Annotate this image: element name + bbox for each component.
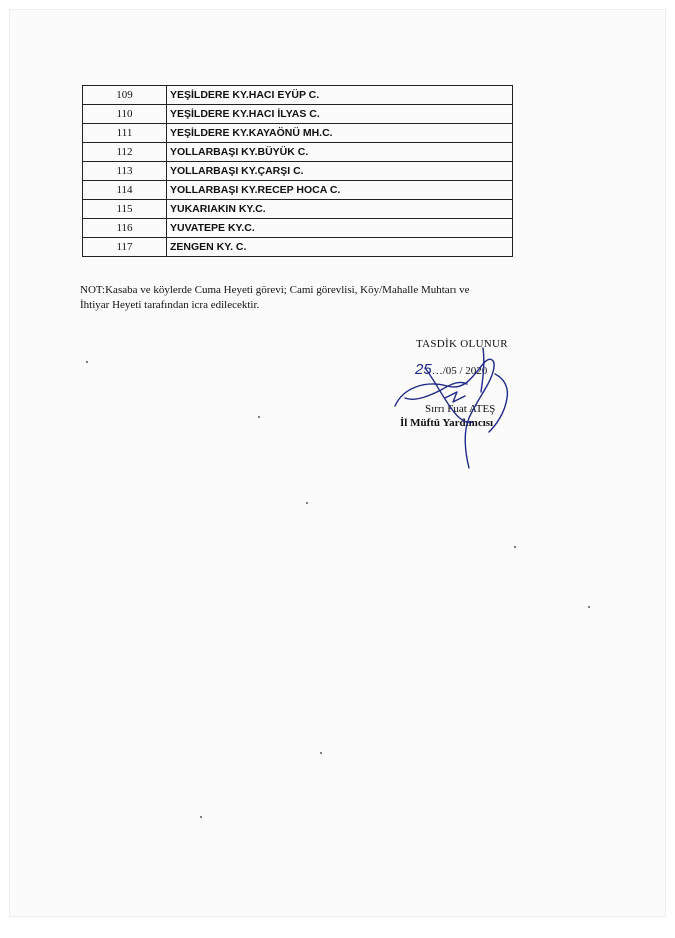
row-number: 117 — [83, 238, 167, 257]
table-row — [83, 143, 513, 162]
scan-speck — [258, 416, 260, 418]
table-row — [83, 181, 513, 200]
table-row — [83, 238, 513, 257]
table-row — [83, 162, 513, 181]
table-row — [83, 105, 513, 124]
scan-speck — [86, 361, 88, 363]
row-number: 114 — [83, 181, 167, 200]
note-line-2: İhtiyar Heyeti tarafından icra edilecektir. — [80, 299, 260, 311]
table-row — [83, 124, 513, 143]
row-mosque-name: YEŞİLDERE KY.HACI EYÜP C. — [167, 86, 513, 105]
approval-date-day: 25 — [415, 361, 432, 378]
row-mosque-name: YUKARIAKIN KY.C. — [167, 200, 513, 219]
approval-title: TASDİK OLUNUR — [416, 338, 508, 350]
row-mosque-name: ZENGEN KY. C. — [167, 238, 513, 257]
note-line-1: NOT:Kasaba ve köylerde Cuma Heyeti görevi; Cami görevlisi, Köy/Mahalle Muhtarı ve — [80, 284, 470, 296]
note-text — [80, 283, 510, 313]
row-number: 109 — [83, 86, 167, 105]
row-mosque-name: YOLLARBAŞI KY.RECEP HOCA C. — [167, 181, 513, 200]
scan-speck — [306, 502, 308, 504]
row-mosque-name: YOLLARBAŞI KY.BÜYÜK C. — [167, 143, 513, 162]
document-page — [10, 10, 665, 916]
table-row — [83, 200, 513, 219]
row-mosque-name: YUVATEPE KY.C. — [167, 219, 513, 238]
scan-speck — [514, 546, 516, 548]
row-number: 113 — [83, 162, 167, 181]
approval-date-rest: …/05 / 2020 — [431, 365, 488, 377]
scan-speck — [588, 606, 590, 608]
row-mosque-name: YEŞİLDERE KY.HACI İLYAS C. — [167, 105, 513, 124]
row-number: 115 — [83, 200, 167, 219]
approver-role: İl Müftü Yardımcısı — [400, 417, 494, 429]
table-row — [83, 86, 513, 105]
table-row — [83, 219, 513, 238]
row-mosque-name: YEŞİLDERE KY.KAYAÖNÜ MH.C. — [167, 124, 513, 143]
row-number: 116 — [83, 219, 167, 238]
mosque-table — [82, 85, 513, 257]
row-number: 110 — [83, 105, 167, 124]
row-number: 112 — [83, 143, 167, 162]
row-number: 111 — [83, 124, 167, 143]
row-mosque-name: YOLLARBAŞI KY.ÇARŞI C. — [167, 162, 513, 181]
approver-name: Sırrı Fuat ATEŞ — [425, 403, 496, 415]
scan-speck — [200, 816, 202, 818]
scan-speck — [320, 752, 322, 754]
approval-date — [415, 361, 487, 378]
